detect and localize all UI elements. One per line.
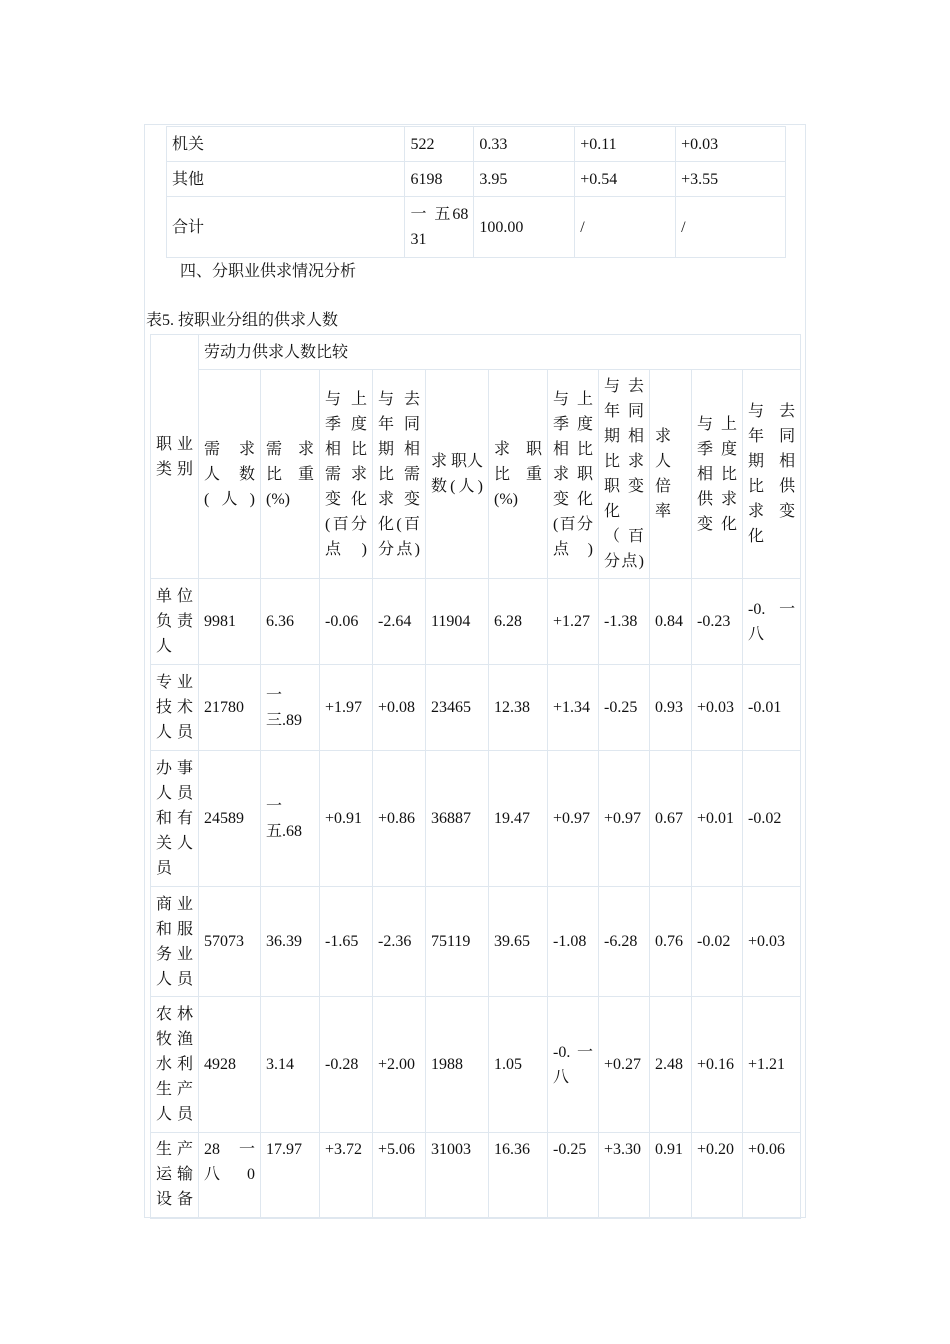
table-cell: 23465 [426, 665, 489, 751]
table-cell: 6.28 [489, 579, 548, 665]
column-header: 与 上季 度相 比求 职变 化(百分点) [548, 370, 599, 579]
table-row [151, 887, 801, 997]
table-row [151, 997, 801, 1133]
table-cell: 4928 [199, 997, 261, 1133]
table-cell: 0.93 [650, 665, 692, 751]
column-header: 与 去年 同期 相比 求职 变化 （百分点) [599, 370, 650, 579]
table-cell: 0.91 [650, 1133, 692, 1219]
table-cell: +1.21 [743, 997, 801, 1133]
row-header: 职 业类别 [151, 335, 199, 579]
column-header: 与 去年 同期 相比 供求 变化 [743, 370, 801, 579]
table-cell: 19.47 [489, 751, 548, 887]
table-cell: +0.01 [692, 751, 743, 887]
category-cell: 生 产运 输设 备 [151, 1133, 199, 1219]
table-cell: +3.30 [599, 1133, 650, 1219]
table-cell: -0.23 [692, 579, 743, 665]
table-cell: -2.36 [373, 887, 426, 997]
table-cell: 合计 [167, 197, 405, 258]
table-cell: 一 五6831 [405, 197, 474, 258]
table-cell: 一五.68 [261, 751, 320, 887]
table-cell: 1988 [426, 997, 489, 1133]
table-cell: +0.08 [373, 665, 426, 751]
column-header: 求 职比 重(%) [489, 370, 548, 579]
table-cell: +0.97 [548, 751, 599, 887]
header-row-group [151, 335, 801, 370]
table-cell: 0.33 [474, 127, 575, 162]
table-cell: +1.34 [548, 665, 599, 751]
table-cell: 39.65 [489, 887, 548, 997]
table-cell: +3.72 [320, 1133, 373, 1219]
column-header: 与 上季 度相 比需 求变 化(百分点) [320, 370, 373, 579]
table-cell: 17.97 [261, 1133, 320, 1219]
occupation-supply-demand-table [150, 334, 801, 1219]
table-cell: 6198 [405, 162, 474, 197]
column-header: 求 职人 数(人) [426, 370, 489, 579]
table-cell: -0. 一八 [548, 997, 599, 1133]
table-cell: 其他 [167, 162, 405, 197]
table-cell: -1.08 [548, 887, 599, 997]
table-cell: 100.00 [474, 197, 575, 258]
table-cell: -1.38 [599, 579, 650, 665]
table-cell: 1.05 [489, 997, 548, 1133]
table-cell: +3.55 [676, 162, 786, 197]
table-cell: 6.36 [261, 579, 320, 665]
table-cell: 3.14 [261, 997, 320, 1133]
table-cell: +0.03 [676, 127, 786, 162]
table-cell: -0.02 [692, 887, 743, 997]
table-cell: -0.28 [320, 997, 373, 1133]
table-cell: +0.06 [743, 1133, 801, 1219]
table-cell: -1.65 [320, 887, 373, 997]
table-row [167, 127, 786, 162]
table-row [167, 197, 786, 258]
table-cell: -0.06 [320, 579, 373, 665]
table-cell: +2.00 [373, 997, 426, 1133]
category-cell: 办 事人 员和 有关 人员 [151, 751, 199, 887]
table-cell: 31003 [426, 1133, 489, 1219]
table-cell: 12.38 [489, 665, 548, 751]
table-cell: 57073 [199, 887, 261, 997]
table-cell: 0.67 [650, 751, 692, 887]
table-cell: 2.48 [650, 997, 692, 1133]
column-header: 与 上季 度 相比 供 求变化 [692, 370, 743, 579]
table-cell: +0.27 [599, 997, 650, 1133]
column-header: 求 人倍 率 [650, 370, 692, 579]
table-cell: 522 [405, 127, 474, 162]
table-cell: +0.91 [320, 751, 373, 887]
table-cell: -0.25 [599, 665, 650, 751]
column-header: 与 去年 同期 相比 需求 变化(百分点) [373, 370, 426, 579]
table-cell: / [676, 197, 786, 258]
table-cell: 28 一八0 [199, 1133, 261, 1219]
table-row [167, 162, 786, 197]
category-cell: 单 位负 责人 [151, 579, 199, 665]
category-cell: 专 业技 术人员 [151, 665, 199, 751]
summary-table-continued [166, 126, 786, 258]
table-cell: +5.06 [373, 1133, 426, 1219]
table-cell: 一三.89 [261, 665, 320, 751]
table-cell: 16.36 [489, 1133, 548, 1219]
table-cell: +1.27 [548, 579, 599, 665]
table-cell: -0.25 [548, 1133, 599, 1219]
table-cell: -6.28 [599, 887, 650, 997]
table-cell: +0.03 [692, 665, 743, 751]
table-caption: 表5. 按职业分组的供求人数 [146, 312, 339, 329]
category-cell: 商 业和 服务 业人员 [151, 887, 199, 997]
table-cell: +0.20 [692, 1133, 743, 1219]
table-cell: -2.64 [373, 579, 426, 665]
table-row [151, 665, 801, 751]
table-cell: 11904 [426, 579, 489, 665]
section-heading: 四、分职业供求情况分析 [180, 263, 357, 280]
table-cell: / [575, 197, 676, 258]
group-header: 劳动力供求人数比较 [199, 335, 801, 370]
table-cell: 36887 [426, 751, 489, 887]
table-cell: 0.84 [650, 579, 692, 665]
table-cell: 0.76 [650, 887, 692, 997]
table-cell: +0.54 [575, 162, 676, 197]
table-row [151, 751, 801, 887]
table-cell: 机关 [167, 127, 405, 162]
table-cell: 75119 [426, 887, 489, 997]
table-cell: -0.01 [743, 665, 801, 751]
table-cell: +0.86 [373, 751, 426, 887]
table-cell: -0. 一八 [743, 579, 801, 665]
table-cell: +1.97 [320, 665, 373, 751]
category-cell: 农 林牧 渔水 利生 产人员 [151, 997, 199, 1133]
table-cell: 21780 [199, 665, 261, 751]
column-header: 需 求比 重(%) [261, 370, 320, 579]
header-row [151, 370, 801, 579]
table-row [151, 579, 801, 665]
table-cell: 36.39 [261, 887, 320, 997]
table-cell: 24589 [199, 751, 261, 887]
table-cell: 9981 [199, 579, 261, 665]
table-cell: +0.11 [575, 127, 676, 162]
table-cell: +0.03 [743, 887, 801, 997]
column-header: 需 求人 数(人) [199, 370, 261, 579]
table-cell: +0.16 [692, 997, 743, 1133]
table-cell: 3.95 [474, 162, 575, 197]
table-cell: -0.02 [743, 751, 801, 887]
table-row [151, 1133, 801, 1219]
table-cell: +0.97 [599, 751, 650, 887]
